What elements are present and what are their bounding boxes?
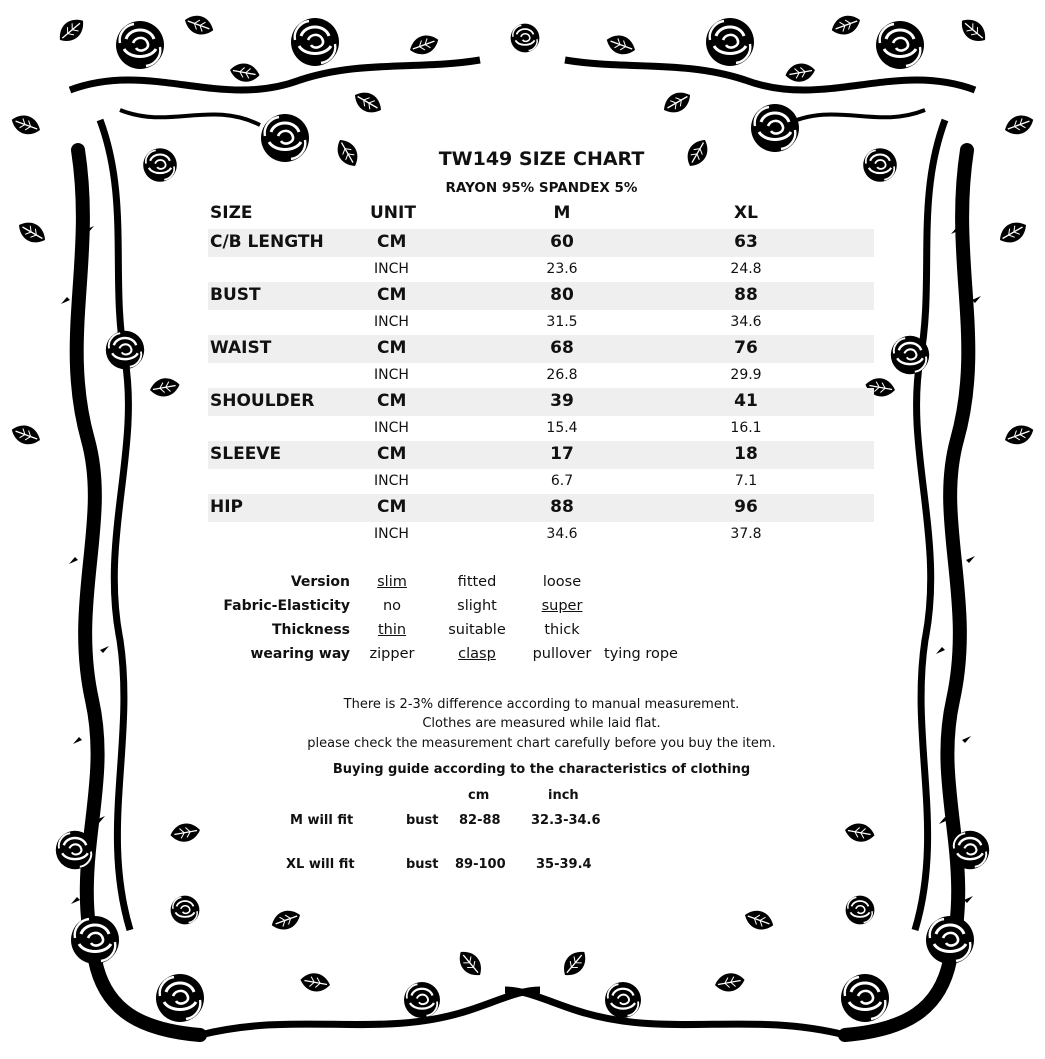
row-label: SLEEVE bbox=[210, 444, 282, 464]
value-xl-inch: 29.9 bbox=[730, 367, 762, 383]
attr-option: no bbox=[382, 598, 402, 614]
guide-inch-range: 35-39.4 bbox=[536, 857, 592, 872]
row-shade bbox=[208, 335, 874, 363]
guide-part: bust bbox=[406, 857, 439, 872]
value-m-inch: 26.8 bbox=[546, 367, 578, 383]
value-xl-cm: 63 bbox=[734, 232, 758, 252]
header-unit: UNIT bbox=[370, 203, 416, 223]
guide-part: bust bbox=[406, 813, 439, 828]
unit-inch: INCH bbox=[374, 473, 409, 489]
unit-inch: INCH bbox=[374, 420, 409, 436]
fabric-composition: RAYON 95% SPANDEX 5% bbox=[445, 180, 638, 196]
unit-inch: INCH bbox=[374, 367, 409, 383]
guide-fit-label: XL will fit bbox=[286, 857, 355, 872]
attr-label-wearing-way: wearing way bbox=[250, 646, 350, 662]
value-xl-inch: 24.8 bbox=[730, 261, 762, 277]
attr-option: zipper bbox=[369, 646, 415, 662]
value-xl-cm: 76 bbox=[734, 338, 758, 358]
unit-inch: INCH bbox=[374, 314, 409, 330]
value-xl-inch: 34.6 bbox=[730, 314, 762, 330]
attr-option: suitable bbox=[448, 622, 506, 638]
guide-header-cm: cm bbox=[468, 788, 490, 803]
unit-cm: CM bbox=[377, 391, 407, 411]
value-m-cm: 68 bbox=[550, 338, 574, 358]
note-line: There is 2-3% difference according to manual measurement. bbox=[343, 697, 740, 712]
attr-option-selected: slim bbox=[377, 574, 407, 590]
buying-guide-title: Buying guide according to the characteristics of clothing bbox=[332, 762, 751, 777]
value-m-cm: 60 bbox=[550, 232, 574, 252]
note-line: Clothes are measured while laid flat. bbox=[422, 716, 661, 731]
attr-option: slight bbox=[457, 598, 497, 614]
header-size: SIZE bbox=[210, 203, 253, 223]
value-xl-cm: 88 bbox=[734, 285, 758, 305]
attr-option: loose bbox=[542, 574, 582, 590]
row-label: BUST bbox=[210, 285, 261, 305]
unit-inch: INCH bbox=[374, 261, 409, 277]
header-m: M bbox=[553, 203, 571, 223]
row-label: WAIST bbox=[210, 338, 272, 358]
guide-header-inch: inch bbox=[548, 788, 579, 803]
row-shade bbox=[208, 441, 874, 469]
page-title: TW149 SIZE CHART bbox=[438, 148, 645, 170]
guide-fit-label: M will fit bbox=[290, 813, 354, 828]
value-xl-cm: 41 bbox=[734, 391, 758, 411]
unit-cm: CM bbox=[377, 444, 407, 464]
value-m-cm: 88 bbox=[550, 497, 574, 517]
row-shade bbox=[208, 494, 874, 522]
unit-cm: CM bbox=[377, 338, 407, 358]
value-m-cm: 80 bbox=[550, 285, 574, 305]
attr-option: thick bbox=[544, 622, 580, 638]
attr-option: fitted bbox=[457, 574, 497, 590]
attr-label-version: Version bbox=[290, 574, 350, 590]
unit-inch: INCH bbox=[374, 526, 409, 542]
value-m-inch: 6.7 bbox=[550, 473, 574, 489]
value-m-inch: 31.5 bbox=[546, 314, 578, 330]
attr-label-thickness: Thickness bbox=[271, 622, 350, 638]
header-xl: XL bbox=[734, 203, 758, 223]
note-line: please check the measurement chart carefully before you buy the item. bbox=[307, 736, 776, 751]
attr-option-selected: clasp bbox=[458, 646, 496, 662]
value-m-inch: 34.6 bbox=[546, 526, 578, 542]
value-xl-cm: 18 bbox=[734, 444, 758, 464]
value-m-cm: 39 bbox=[550, 391, 574, 411]
guide-cm-range: 82-88 bbox=[459, 813, 501, 828]
row-label: HIP bbox=[210, 497, 244, 517]
value-xl-cm: 96 bbox=[734, 497, 758, 517]
value-xl-inch: 16.1 bbox=[730, 420, 762, 436]
value-m-inch: 15.4 bbox=[546, 420, 578, 436]
row-shade bbox=[208, 282, 874, 310]
guide-cm-range: 89-100 bbox=[455, 857, 506, 872]
unit-cm: CM bbox=[377, 232, 407, 252]
attr-option-selected: thin bbox=[377, 622, 407, 638]
attr-option-selected: super bbox=[541, 598, 583, 614]
attr-label-elasticity: Fabric-Elasticity bbox=[223, 598, 350, 614]
row-label: SHOULDER bbox=[210, 391, 315, 411]
unit-cm: CM bbox=[377, 497, 407, 517]
attr-option: tying rope bbox=[604, 646, 678, 662]
guide-inch-range: 32.3-34.6 bbox=[531, 813, 601, 828]
value-xl-inch: 37.8 bbox=[730, 526, 762, 542]
value-xl-inch: 7.1 bbox=[734, 473, 758, 489]
value-m-cm: 17 bbox=[550, 444, 574, 464]
unit-cm: CM bbox=[377, 285, 407, 305]
value-m-inch: 23.6 bbox=[546, 261, 578, 277]
attr-option: pullover bbox=[532, 646, 592, 662]
row-label: C/B LENGTH bbox=[210, 232, 324, 252]
